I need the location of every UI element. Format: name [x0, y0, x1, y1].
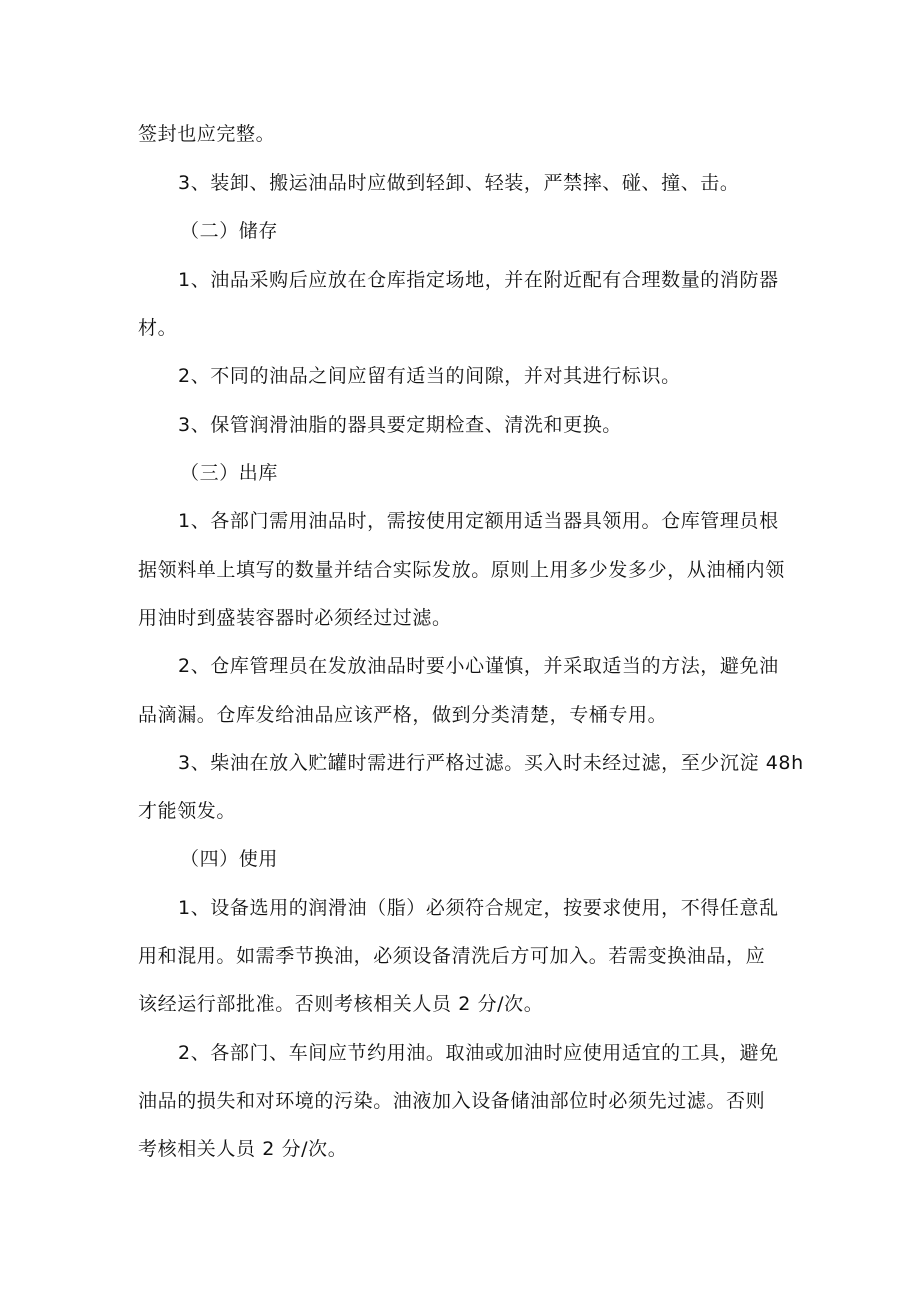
paragraph-line: 材。	[138, 317, 178, 339]
paragraph-line: 3、装卸、搬运油品时应做到轻卸、轻装，严禁摔、碰、撞、击。	[178, 172, 740, 194]
paragraph-line: 用油时到盛装容器时必须经过过滤。	[138, 607, 452, 629]
paragraph-line: 据领料单上填写的数量并结合实际发放。原则上用多少发多少，从油桶内领	[138, 559, 785, 581]
paragraph-line: 用和混用。如需季节换油，必须设备清洗后方可加入。若需变换油品，应	[138, 945, 766, 967]
paragraph-line: 2、不同的油品之间应留有适当的间隙，并对其进行标识。	[178, 365, 681, 387]
paragraph-line: 3、柴油在放入贮罐时需进行严格过滤。买入时未经过滤，至少沉淀 48h	[178, 752, 804, 774]
paragraph-line: 该经运行部批准。否则考核相关人员 2 分/次。	[138, 993, 544, 1015]
paragraph-line: 1、油品采购后应放在仓库指定场地，并在附近配有合理数量的消防器	[178, 269, 779, 291]
paragraph-line: 油品的损失和对环境的污染。油液加入设备储油部位时必须先过滤。否则	[138, 1090, 766, 1112]
paragraph-line: 1、各部门需用油品时，需按使用定额用适当器具领用。仓库管理员根	[178, 510, 779, 532]
paragraph-line: 2、各部门、车间应节约用油。取油或加油时应使用适宜的工具，避免	[178, 1042, 779, 1064]
paragraph-line: 才能领发。	[138, 800, 237, 822]
paragraph-line: 考核相关人员 2 分/次。	[138, 1138, 348, 1160]
section-heading-usage: （四）使用	[180, 848, 279, 870]
paragraph-line: 1、设备选用的润滑油（脂）必须符合规定，按要求使用，不得任意乱	[178, 897, 779, 919]
paragraph-line: 2、仓库管理员在发放油品时要小心谨慎，并采取适当的方法，避免油	[178, 655, 779, 677]
section-heading-outbound: （三）出库	[180, 462, 279, 484]
paragraph-line: 3、保管润滑油脂的器具要定期检查、清洗和更换。	[178, 414, 622, 436]
paragraph-line: 品滴漏。仓库发给油品应该严格，做到分类清楚，专桶专用。	[138, 704, 668, 726]
paragraph-line: 签封也应完整。	[138, 123, 276, 145]
section-heading-storage: （二）储存	[180, 220, 279, 242]
